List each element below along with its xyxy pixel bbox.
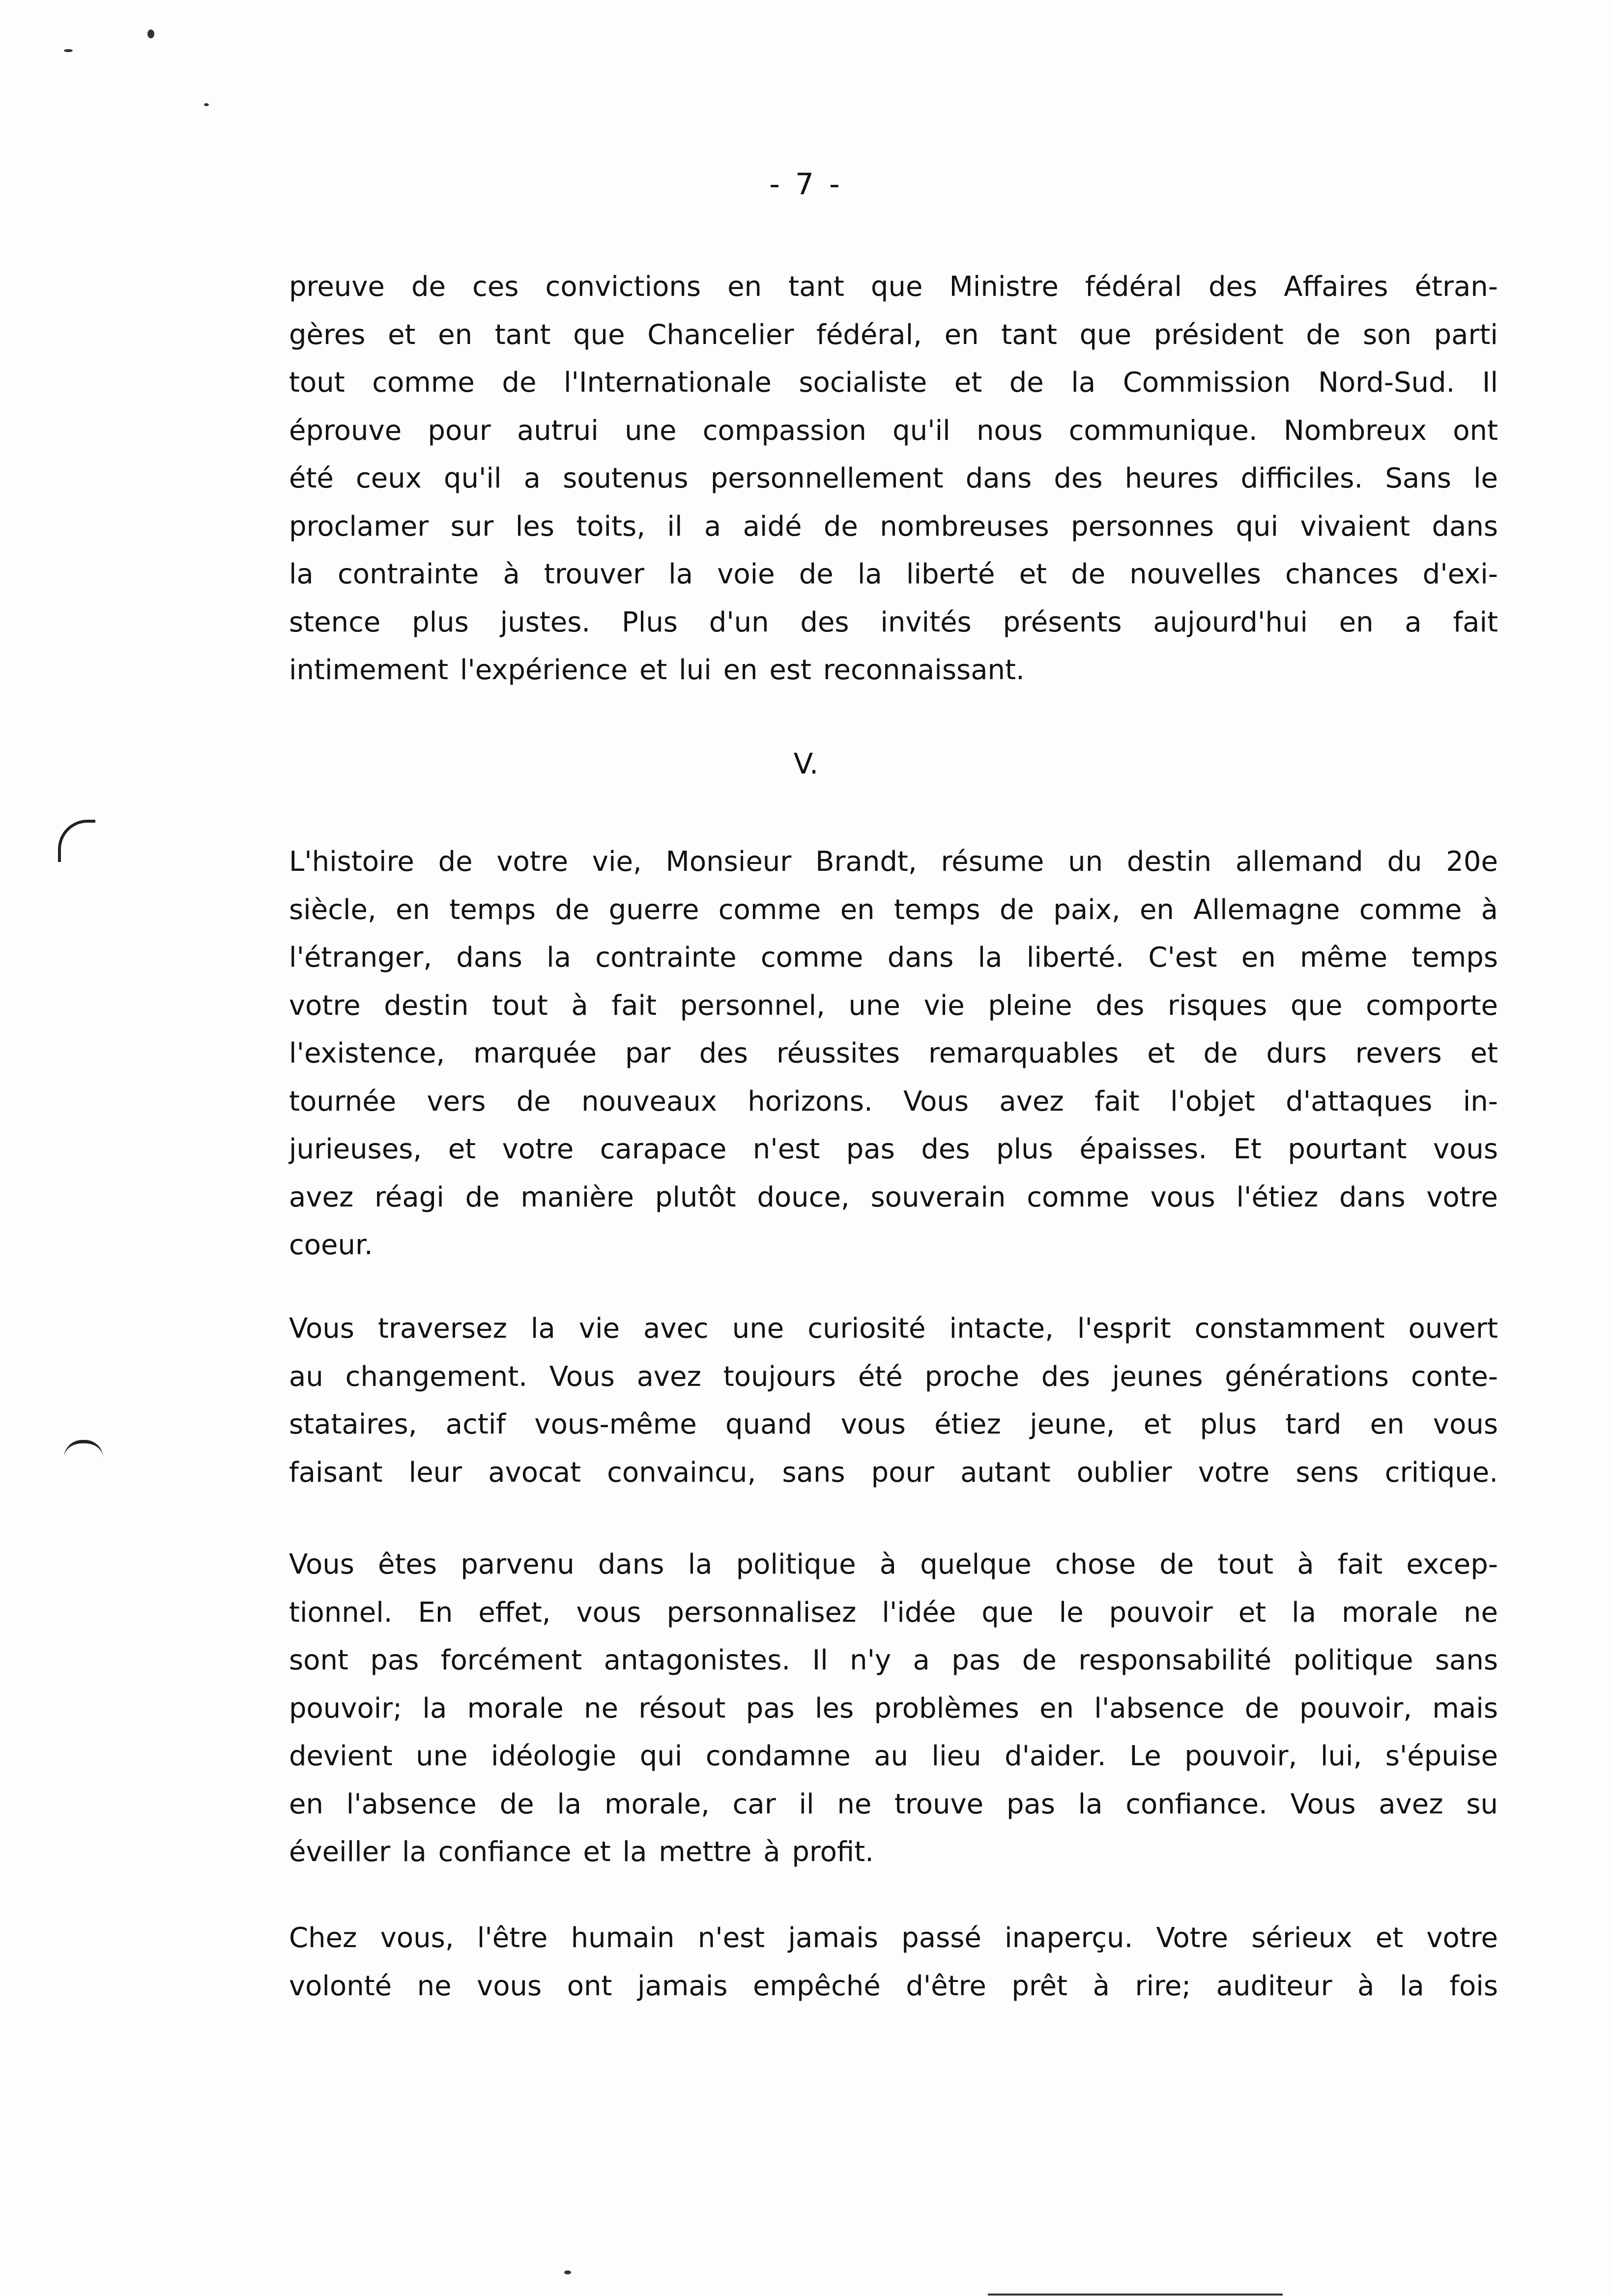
text-line: pouvoir; la morale ne résout pas les problèmes en l'absence de pouvoir, mais: [289, 1692, 1498, 1724]
text-line: faisant leur avocat convaincu, sans pour autant oublier votre sens critique.: [289, 1456, 1498, 1489]
scan-speck-icon: [64, 49, 73, 52]
text-line: stence plus justes. Plus d'un des invités présents aujourd'hui en a fait: [289, 606, 1498, 638]
text-line: tout comme de l'Internationale socialiste et de la Commission Nord-Sud. Il: [289, 367, 1498, 399]
margin-mark-icon: [58, 820, 95, 862]
paragraph-2: [289, 838, 1498, 1269]
text-line: l'existence, marquée par des réussites remarquables et de durs revers et: [289, 1037, 1498, 1069]
text-line: avez réagi de manière plutôt douce, souverain comme vous l'étiez dans votre: [289, 1181, 1498, 1213]
margin-mark-icon: [64, 1440, 103, 1458]
text-line: coeur.: [289, 1229, 373, 1261]
text-line: en l'absence de la morale, car il ne trouve pas la confiance. Vous avez su: [289, 1788, 1498, 1820]
scan-speck-icon: [147, 29, 154, 38]
text-line: proclamer sur les toits, il a aidé de nombreuses personnes qui vivaient dans: [289, 510, 1498, 543]
text-line: éprouve pour autrui une compassion qu'il nous communique. Nombreux ont: [289, 414, 1498, 447]
text-line: tournée vers de nouveaux horizons. Vous avez fait l'objet d'attaques in-: [289, 1085, 1498, 1118]
text-line: Chez vous, l'être humain n'est jamais passé inaperçu. Votre sérieux et votre: [289, 1922, 1498, 1954]
text-line: votre destin tout à fait personnel, une vie pleine des risques que comporte: [289, 989, 1498, 1022]
text-line: éveiller la confiance et la mettre à profit.: [289, 1836, 874, 1868]
text-line: devient une idéologie qui condamne au lieu d'aider. Le pouvoir, lui, s'épuise: [289, 1740, 1498, 1772]
text-line: l'étranger, dans la contrainte comme dans la liberté. C'est en même temps: [289, 942, 1498, 974]
paragraph-3: [289, 1305, 1498, 1496]
section-heading: V.: [793, 747, 819, 780]
text-line: la contrainte à trouver la voie de la liberté et de nouvelles chances d'exi-: [289, 558, 1498, 590]
text-line: intimement l'expérience et lui en est reconnaissant.: [289, 654, 1025, 686]
text-line: été ceux qu'il a soutenus personnellement dans des heures difficiles. Sans le: [289, 462, 1498, 494]
page-number: - 7 -: [769, 167, 843, 201]
scan-line-icon: [988, 2294, 1283, 2296]
paragraph-5: [289, 1914, 1498, 2010]
scan-speck-icon: [564, 2270, 571, 2274]
text-line: siècle, en temps de guerre comme en temps de paix, en Allemagne comme à: [289, 893, 1498, 926]
text-line: gères et en tant que Chancelier fédéral, en tant que président de son parti: [289, 318, 1498, 351]
text-line: au changement. Vous avez toujours été proche des jeunes générations conte-: [289, 1360, 1498, 1393]
text-line: volonté ne vous ont jamais empêché d'être prêt à rire; auditeur à la fois: [289, 1970, 1498, 2002]
text-line: Vous traversez la vie avec une curiosité intacte, l'esprit constamment ouvert: [289, 1313, 1498, 1345]
text-line: stataires, actif vous-même quand vous étiez jeune, et plus tard en vous: [289, 1408, 1498, 1440]
text-line: Vous êtes parvenu dans la politique à quelque chose de tout à fait excep-: [289, 1549, 1498, 1580]
text-line: tionnel. En effet, vous personnalisez l'idée que le pouvoir et la morale ne: [289, 1596, 1498, 1629]
paragraph-1: [289, 263, 1498, 694]
text-line: sont pas forcément antagonistes. Il n'y a pas de responsabilité politique sans: [289, 1644, 1498, 1676]
text-line: L'histoire de votre vie, Monsieur Brandt, résume un destin allemand du 20e: [289, 846, 1498, 878]
paragraph-4: [289, 1541, 1498, 1876]
scan-speck-icon: [204, 103, 209, 106]
text-line: preuve de ces convictions en tant que Ministre fédéral des Affaires étran-: [289, 271, 1498, 303]
text-line: jurieuses, et votre carapace n'est pas des plus épaisses. Et pourtant vous: [289, 1133, 1498, 1165]
